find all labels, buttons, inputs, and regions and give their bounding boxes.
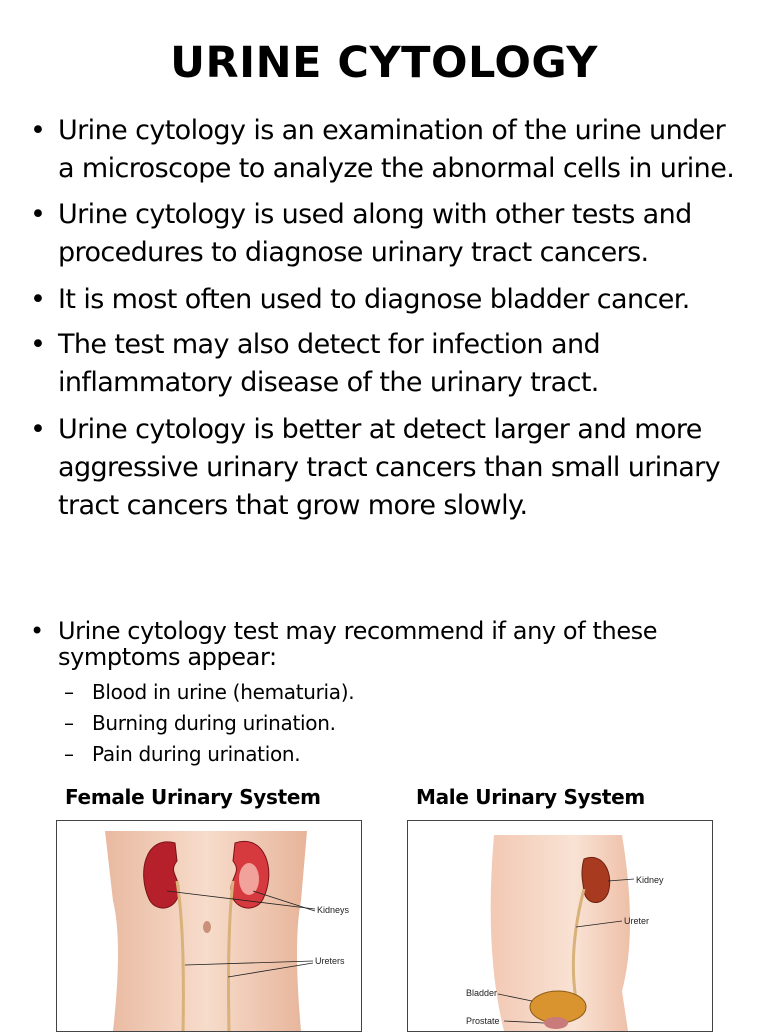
navel-shape <box>203 921 211 933</box>
symptom-text: Burning during urination. <box>92 711 336 735</box>
prostate-shape <box>544 1017 568 1029</box>
male-urinary-figure <box>407 820 713 1032</box>
page-title: URINE CYTOLOGY <box>170 38 598 88</box>
symptom-text: Blood in urine (hematuria). <box>92 680 355 704</box>
kidney-label: Kidney <box>636 875 664 885</box>
bullet-line: procedures to diagnose urinary tract cancers. <box>58 237 649 268</box>
female-figure-caption: Female Urinary System <box>65 785 321 809</box>
bullet-item <box>30 326 750 402</box>
symptom-item <box>64 678 354 706</box>
bullet-line: The test may also detect for infection and <box>58 329 600 360</box>
bullet-line: a microscope to analyze the abnormal cells in urine. <box>58 153 735 184</box>
dash-glyph: – <box>64 711 74 735</box>
bullet-line: Urine cytology test may recommend if any of these <box>58 617 658 645</box>
bullet-glyph: • <box>30 115 46 146</box>
bullet-line: aggressive urinary tract cancers than small urinary <box>58 452 721 483</box>
female-anatomy-illustration <box>57 821 361 1031</box>
male-figure-caption: Male Urinary System <box>416 785 645 809</box>
female-urinary-figure <box>56 820 362 1032</box>
symptom-text: Pain during urination. <box>92 742 301 766</box>
bullet-glyph: • <box>30 414 46 445</box>
ureters-label: Ureters <box>315 956 345 966</box>
dash-glyph: – <box>64 680 74 704</box>
bullet-glyph: • <box>30 284 46 315</box>
bullet-glyph: • <box>30 617 44 645</box>
bullet-item-symptoms <box>30 618 750 670</box>
dash-glyph: – <box>64 742 74 766</box>
symptom-item <box>64 740 300 768</box>
bullet-line: tract cancers that grow more slowly. <box>58 490 528 521</box>
kidney-left-shape <box>144 842 179 908</box>
ureter-label: Ureter <box>624 916 650 926</box>
bullet-line: It is most often used to diagnose bladder cancer. <box>58 284 690 315</box>
bullet-glyph: • <box>30 329 46 360</box>
bullet-item <box>30 281 750 319</box>
kidneys-label: Kidneys <box>317 905 350 915</box>
bladder-label: Bladder <box>466 988 498 998</box>
bullet-line: symptoms appear: <box>58 643 277 671</box>
male-anatomy-illustration <box>408 821 712 1031</box>
bullet-line: Urine cytology is used along with other tests and <box>58 199 692 230</box>
symptom-item <box>64 709 336 737</box>
bullet-item <box>30 112 750 188</box>
bullet-glyph: • <box>30 199 46 230</box>
bullet-line: Urine cytology is better at detect larger and more <box>58 414 702 445</box>
bullet-item <box>30 411 750 525</box>
prostate-label: Prostate <box>466 1016 500 1026</box>
bullet-item <box>30 196 750 272</box>
bullet-line: Urine cytology is an examination of the urine under <box>58 115 726 146</box>
bullet-line: inflammatory disease of the urinary tract. <box>58 367 599 398</box>
kidney-right-section <box>239 863 259 895</box>
